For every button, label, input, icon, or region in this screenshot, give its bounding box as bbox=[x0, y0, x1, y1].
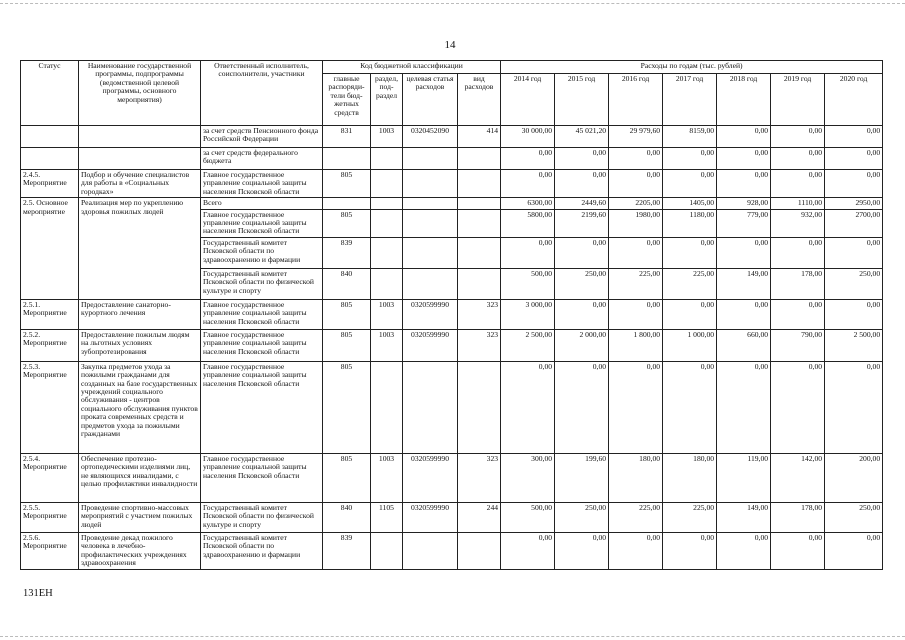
cell-value: 0,00 bbox=[609, 361, 663, 453]
cell-name: Реализация мер по укреплению здоровья пожилых людей bbox=[79, 198, 201, 300]
cell-value: 1 000,00 bbox=[663, 329, 717, 361]
cell-value: 0,00 bbox=[771, 361, 825, 453]
cell-vr: 323 bbox=[458, 329, 501, 361]
cell-status: 2.5.1. Мероприятие bbox=[21, 299, 79, 329]
table-row bbox=[21, 329, 883, 361]
cell-value: 0,00 bbox=[771, 170, 825, 198]
cell-status: 2.4.5. Мероприятие bbox=[21, 170, 79, 198]
top-scan-edge bbox=[0, 3, 905, 4]
cell-value: 779,00 bbox=[717, 209, 771, 237]
cell-cs bbox=[403, 361, 458, 453]
cell-value: 0,00 bbox=[663, 532, 717, 569]
cell-vr: 244 bbox=[458, 502, 501, 532]
cell-cs: 0320452090 bbox=[403, 126, 458, 148]
cell-name bbox=[79, 148, 201, 170]
bottom-scan-edge bbox=[0, 636, 905, 637]
cell-executor: за счет средств Пенсионного фонда Российской Федерации bbox=[201, 126, 323, 148]
cell-name: Обеспечение протезно-ортопедическими изделиями лиц, не являющихся инвалидами, с целью профилактики инвалидности bbox=[79, 453, 201, 502]
cell-value: 0,00 bbox=[825, 532, 883, 569]
cell-value: 0,00 bbox=[609, 532, 663, 569]
cell-rz: 1105 bbox=[371, 502, 403, 532]
cell-value: 0,00 bbox=[825, 299, 883, 329]
cell-value: 30 000,00 bbox=[501, 126, 555, 148]
cell-executor: Главное государственное управление социальной защиты населения Псковской области bbox=[201, 361, 323, 453]
cell-executor: за счет средств федерального бюджета bbox=[201, 148, 323, 170]
cell-gr bbox=[323, 148, 371, 170]
cell-value: 45 021,20 bbox=[555, 126, 609, 148]
cell-value: 0,00 bbox=[717, 532, 771, 569]
cell-name: Предоставление санаторно-курортного лечения bbox=[79, 299, 201, 329]
cell-value: 29 979,60 bbox=[609, 126, 663, 148]
cell-value: 0,00 bbox=[663, 299, 717, 329]
cell-value: 2205,00 bbox=[609, 198, 663, 209]
cell-rz: 1003 bbox=[371, 329, 403, 361]
cell-name: Закупка предметов ухода за пожилыми гражданами для созданных на базе государственных учреждений социального обслуживания - центров социального обслуживания пунктов проката современных средств и предметов ухода за пожилыми гражданами bbox=[79, 361, 201, 453]
cell-value: 0,00 bbox=[771, 148, 825, 170]
header-year: 2017 год bbox=[663, 74, 717, 126]
cell-value: 0,00 bbox=[825, 361, 883, 453]
cell-rz bbox=[371, 148, 403, 170]
cell-executor: Главное государственное управление социальной защиты населения Псковской области bbox=[201, 299, 323, 329]
cell-value: 0,00 bbox=[717, 299, 771, 329]
cell-value: 0,00 bbox=[717, 170, 771, 198]
cell-vr: 414 bbox=[458, 126, 501, 148]
cell-name: Подбор и обучение специалистов для работы в «Социальных городках» bbox=[79, 170, 201, 198]
cell-value: 149,00 bbox=[717, 268, 771, 299]
cell-value: 149,00 bbox=[717, 502, 771, 532]
cell-value: 300,00 bbox=[501, 453, 555, 502]
cell-rz bbox=[371, 198, 403, 209]
cell-value: 0,00 bbox=[609, 237, 663, 268]
cell-cs bbox=[403, 170, 458, 198]
cell-rz: 1003 bbox=[371, 299, 403, 329]
cell-value: 180,00 bbox=[663, 453, 717, 502]
table-row bbox=[21, 170, 883, 198]
cell-value: 0,00 bbox=[555, 170, 609, 198]
header-expenses: Расходы по годам (тыс. рублей) bbox=[501, 61, 883, 74]
cell-value: 0,00 bbox=[825, 237, 883, 268]
header-rz: раздел, под-раздел bbox=[371, 74, 403, 126]
cell-value: 250,00 bbox=[555, 268, 609, 299]
cell-value: 0,00 bbox=[663, 237, 717, 268]
cell-value: 0,00 bbox=[717, 361, 771, 453]
cell-value: 500,00 bbox=[501, 502, 555, 532]
cell-gr: 839 bbox=[323, 532, 371, 569]
cell-cs bbox=[403, 237, 458, 268]
header-year: 2015 год bbox=[555, 74, 609, 126]
cell-value: 225,00 bbox=[663, 268, 717, 299]
cell-value: 1405,00 bbox=[663, 198, 717, 209]
cell-value: 0,00 bbox=[717, 126, 771, 148]
cell-gr: 839 bbox=[323, 237, 371, 268]
header-executor: Ответственный исполнитель, соисполнители, участники bbox=[201, 61, 323, 126]
cell-rz: 1003 bbox=[371, 453, 403, 502]
cell-cs bbox=[403, 209, 458, 237]
header-vr: вид расходов bbox=[458, 74, 501, 126]
header-year: 2014 год bbox=[501, 74, 555, 126]
cell-status bbox=[21, 126, 79, 148]
cell-rz bbox=[371, 532, 403, 569]
cell-value: 0,00 bbox=[663, 148, 717, 170]
cell-gr bbox=[323, 198, 371, 209]
cell-executor: Государственный комитет Псковской области по физической культуре и спорту bbox=[201, 268, 323, 299]
cell-status: 2.5.6. Мероприятие bbox=[21, 532, 79, 569]
cell-value: 0,00 bbox=[555, 361, 609, 453]
cell-status: 2.5. Основное мероприятие bbox=[21, 198, 79, 300]
cell-value: 0,00 bbox=[555, 532, 609, 569]
cell-value: 1 800,00 bbox=[609, 329, 663, 361]
cell-value: 0,00 bbox=[555, 299, 609, 329]
cell-cs: 0320599990 bbox=[403, 299, 458, 329]
cell-rz bbox=[371, 268, 403, 299]
cell-value: 0,00 bbox=[609, 170, 663, 198]
cell-value: 0,00 bbox=[501, 237, 555, 268]
header-cs: целевая статья расходов bbox=[403, 74, 458, 126]
cell-value: 225,00 bbox=[609, 268, 663, 299]
cell-rz bbox=[371, 361, 403, 453]
cell-value: 225,00 bbox=[609, 502, 663, 532]
cell-gr: 805 bbox=[323, 209, 371, 237]
cell-vr bbox=[458, 209, 501, 237]
cell-vr bbox=[458, 170, 501, 198]
cell-value: 0,00 bbox=[501, 361, 555, 453]
cell-name: Предоставление пожилым людям на льготных условиях зубопротезирования bbox=[79, 329, 201, 361]
cell-cs: 0320599990 bbox=[403, 329, 458, 361]
cell-name: Проведение декад пожилого человека в лечебно-профилактических учреждениях здравоохранения bbox=[79, 532, 201, 569]
cell-status: 2.5.4. Мероприятие bbox=[21, 453, 79, 502]
cell-value: 200,00 bbox=[825, 453, 883, 502]
cell-value: 0,00 bbox=[555, 237, 609, 268]
cell-status: 2.5.2. Мероприятие bbox=[21, 329, 79, 361]
cell-value: 2199,60 bbox=[555, 209, 609, 237]
cell-value: 0,00 bbox=[555, 148, 609, 170]
cell-value: 2449,60 bbox=[555, 198, 609, 209]
cell-value: 0,00 bbox=[609, 148, 663, 170]
cell-value: 0,00 bbox=[501, 532, 555, 569]
cell-value: 2 500,00 bbox=[825, 329, 883, 361]
cell-value: 250,00 bbox=[825, 268, 883, 299]
cell-gr: 805 bbox=[323, 170, 371, 198]
cell-value: 8159,00 bbox=[663, 126, 717, 148]
cell-executor: Государственный комитет Псковской области по здравоохранению и фармации bbox=[201, 237, 323, 268]
cell-value: 0,00 bbox=[771, 237, 825, 268]
cell-gr: 840 bbox=[323, 502, 371, 532]
cell-status: 2.5.3. Мероприятие bbox=[21, 361, 79, 453]
cell-cs bbox=[403, 532, 458, 569]
footer-code: 131ЕН bbox=[23, 588, 53, 599]
header-status: Статус bbox=[21, 61, 79, 126]
table-row bbox=[21, 299, 883, 329]
cell-status bbox=[21, 148, 79, 170]
cell-value: 0,00 bbox=[501, 170, 555, 198]
cell-name: Проведение спортивно-массовых мероприятий с участием пожилых людей bbox=[79, 502, 201, 532]
cell-gr: 831 bbox=[323, 126, 371, 148]
cell-value: 2 500,00 bbox=[501, 329, 555, 361]
cell-value: 5800,00 bbox=[501, 209, 555, 237]
cell-value: 1180,00 bbox=[663, 209, 717, 237]
cell-value: 2700,00 bbox=[825, 209, 883, 237]
cell-value: 0,00 bbox=[717, 237, 771, 268]
cell-vr bbox=[458, 361, 501, 453]
cell-value: 3 000,00 bbox=[501, 299, 555, 329]
cell-value: 0,00 bbox=[771, 299, 825, 329]
cell-name bbox=[79, 126, 201, 148]
cell-gr: 805 bbox=[323, 453, 371, 502]
cell-value: 0,00 bbox=[609, 299, 663, 329]
cell-value: 2950,00 bbox=[825, 198, 883, 209]
cell-value: 932,00 bbox=[771, 209, 825, 237]
cell-value: 142,00 bbox=[771, 453, 825, 502]
cell-value: 500,00 bbox=[501, 268, 555, 299]
cell-value: 660,00 bbox=[717, 329, 771, 361]
cell-executor: Главное государственное управление социальной защиты населения Псковской области bbox=[201, 209, 323, 237]
table-row bbox=[21, 532, 883, 569]
cell-status: 2.5.5. Мероприятие bbox=[21, 502, 79, 532]
cell-vr bbox=[458, 198, 501, 209]
cell-cs: 0320599990 bbox=[403, 453, 458, 502]
header-year: 2020 год bbox=[825, 74, 883, 126]
cell-cs bbox=[403, 198, 458, 209]
cell-rz bbox=[371, 209, 403, 237]
cell-executor: Государственный комитет Псковской области по физической культуре и спорту bbox=[201, 502, 323, 532]
cell-cs bbox=[403, 268, 458, 299]
cell-value: 178,00 bbox=[771, 268, 825, 299]
table-row bbox=[21, 148, 883, 170]
cell-executor: Всего bbox=[201, 198, 323, 209]
cell-executor: Государственный комитет Псковской области по здравоохранению и фармации bbox=[201, 532, 323, 569]
table-row bbox=[21, 361, 883, 453]
cell-value: 0,00 bbox=[825, 170, 883, 198]
cell-value: 0,00 bbox=[771, 126, 825, 148]
cell-value: 119,00 bbox=[717, 453, 771, 502]
page-number: 14 bbox=[444, 39, 456, 51]
table-row bbox=[21, 453, 883, 502]
cell-gr: 805 bbox=[323, 329, 371, 361]
budget-table bbox=[20, 60, 883, 570]
cell-gr: 840 bbox=[323, 268, 371, 299]
cell-value: 250,00 bbox=[825, 502, 883, 532]
header-gr: главные распоряди-тели бюд-жетных средств bbox=[323, 74, 371, 126]
cell-value: 225,00 bbox=[663, 502, 717, 532]
cell-value: 0,00 bbox=[825, 148, 883, 170]
cell-value: 790,00 bbox=[771, 329, 825, 361]
cell-vr bbox=[458, 532, 501, 569]
header-name: Наименование государственной программы, подпрограммы (ведомственной целевой программы, основного мероприятия) bbox=[79, 61, 201, 126]
header-budget-code: Код бюджетной классификации bbox=[323, 61, 501, 74]
table-row bbox=[21, 126, 883, 148]
cell-executor: Главное государственное управление социальной защиты населения Псковской области bbox=[201, 453, 323, 502]
header-year: 2016 год bbox=[609, 74, 663, 126]
cell-cs bbox=[403, 148, 458, 170]
cell-executor: Главное государственное управление социальной защиты населения Псковской области bbox=[201, 329, 323, 361]
header-year: 2018 год bbox=[717, 74, 771, 126]
cell-value: 6300,00 bbox=[501, 198, 555, 209]
cell-gr: 805 bbox=[323, 299, 371, 329]
cell-vr: 323 bbox=[458, 299, 501, 329]
cell-value: 0,00 bbox=[663, 361, 717, 453]
cell-value: 0,00 bbox=[663, 170, 717, 198]
cell-gr: 805 bbox=[323, 361, 371, 453]
cell-rz bbox=[371, 237, 403, 268]
cell-value: 178,00 bbox=[771, 502, 825, 532]
cell-value: 199,60 bbox=[555, 453, 609, 502]
cell-vr bbox=[458, 237, 501, 268]
cell-rz: 1003 bbox=[371, 126, 403, 148]
cell-value: 0,00 bbox=[771, 532, 825, 569]
cell-value: 0,00 bbox=[825, 126, 883, 148]
cell-value: 0,00 bbox=[717, 148, 771, 170]
table-row bbox=[21, 502, 883, 532]
cell-vr bbox=[458, 148, 501, 170]
cell-value: 0,00 bbox=[501, 148, 555, 170]
cell-value: 928,00 bbox=[717, 198, 771, 209]
cell-value: 1980,00 bbox=[609, 209, 663, 237]
cell-value: 250,00 bbox=[555, 502, 609, 532]
cell-value: 2 000,00 bbox=[555, 329, 609, 361]
table-row bbox=[21, 198, 883, 209]
cell-value: 180,00 bbox=[609, 453, 663, 502]
header-year: 2019 год bbox=[771, 74, 825, 126]
cell-vr: 323 bbox=[458, 453, 501, 502]
cell-cs: 0320599990 bbox=[403, 502, 458, 532]
cell-vr bbox=[458, 268, 501, 299]
cell-rz bbox=[371, 170, 403, 198]
cell-executor: Главное государственное управление социальной защиты населения Псковской области bbox=[201, 170, 323, 198]
cell-value: 1110,00 bbox=[771, 198, 825, 209]
